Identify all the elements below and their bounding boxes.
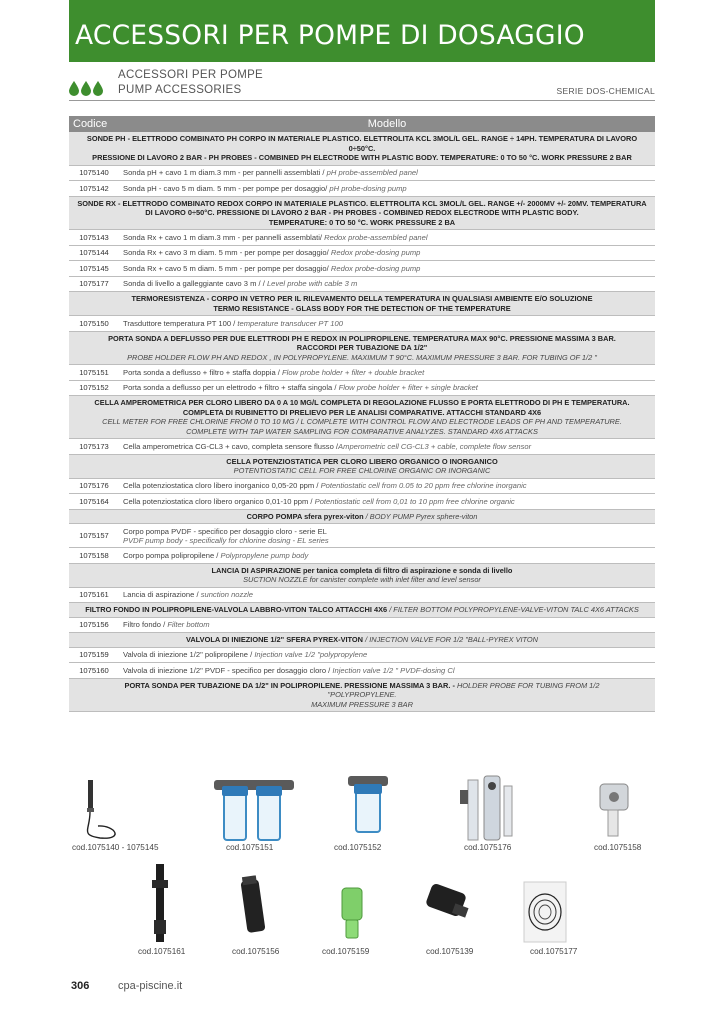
photo-caption: cod.1075151	[226, 843, 274, 852]
table-row	[69, 479, 655, 495]
potentiostatic-cell-photo	[460, 776, 512, 840]
table-row	[69, 588, 655, 604]
product-code: 1075143	[79, 232, 109, 242]
table-row	[69, 246, 655, 262]
header-divider	[69, 100, 655, 101]
section-text: TEMPERATURE: 0 TO 50 °C. WORK PRESSURE 2 BA	[268, 217, 456, 227]
section-text: / FILTER BOTTOM POLYPROPYLENE-VALVE-VITON TALC 4X6 ATTACKS	[387, 605, 639, 614]
subtitle-english: PUMP ACCESSORIES	[118, 84, 242, 96]
water-drops-icon	[69, 80, 103, 96]
level-probe-photo	[524, 882, 566, 942]
section-potentiostatic-cell	[69, 455, 655, 479]
section-text: PRESSIONE DI LAVORO 2 BAR - PH PROBES - COMBINED PH ELECTRODE WITH PLASTIC BODY. TEMPERATURE: 0 TO 50 °C. WORK PRESSURE 2 BAR	[92, 153, 632, 162]
photo-caption: cod.1075158	[594, 843, 642, 852]
injection-valve-photo	[342, 888, 362, 938]
table-row	[69, 230, 655, 246]
product-code: 1075145	[79, 263, 109, 273]
section-text: LANCIA DI ASPIRAZIONE per tanica completa di filtro di aspirazione e sonda di livello	[211, 565, 513, 575]
product-description: Filtro fondo / Filter bottom	[123, 620, 210, 630]
product-code: 1075150	[79, 318, 109, 328]
table-row	[69, 663, 655, 679]
product-description: Trasduttore temperatura PT 100 / temperature transducer PT 100	[123, 318, 343, 328]
section-probe-holder-tubing	[69, 679, 655, 713]
section-text: FILTRO FONDO IN POLIPROPILENE-VALVOLA LABBRO-VITON TALCO ATTACCHI 4X6	[85, 605, 388, 614]
section-text: SONDE PH - ELETTRODO COMBINATO PH CORPO IN MATERIALE PLASTICO. ELETTROLITA KCL 3MOL/L GEL. RANGE ÷ 14PH. TEMPERATURA DI LAVORO 0÷50°C.	[86, 134, 638, 153]
table-row	[69, 365, 655, 381]
product-code: 1075151	[79, 367, 109, 377]
product-code: 1075160	[79, 665, 109, 675]
product-description: Sonda pH + cavo 1 m diam.3 mm - per pannelli assemblati / pH probe-assembled panel	[123, 168, 418, 178]
product-description: Porta sonda a deflusso + filtro + staffa doppia / Flow probe holder + filter + double bracket	[123, 367, 425, 377]
section-injection-valve	[69, 633, 655, 648]
product-description: Sonda Rx + cavo 3 m diam. 5 mm - per pompe per dosaggio/ Redox probe-dosing pump	[123, 248, 421, 258]
table-header	[69, 116, 655, 132]
product-description: Sonda pH - cavo 5 m diam. 5 mm - per pompe per dosaggio/ pH probe-dosing pump	[123, 183, 407, 193]
section-thermo-resistance	[69, 292, 655, 316]
filter-bottom-photo	[240, 875, 265, 933]
product-code: 1075177	[79, 279, 109, 289]
product-code: 1075176	[79, 481, 109, 491]
table-row	[69, 439, 655, 455]
section-text: COMPLETA DI RUBINETTO DI PRELIEVO PER LE ANALISI COMPARATIVE. ATTACCHI STANDARD 4X6	[182, 407, 542, 417]
product-table	[69, 116, 655, 712]
subtitle-italian: ACCESSORI PER POMPE	[118, 69, 264, 81]
double-probe-holder-photo	[214, 780, 294, 840]
section-text: TERMO RESISTANCE - GLASS BODY FOR THE DETECTION OF THE TEMPERATURE	[213, 303, 511, 313]
product-description: Lancia di aspirazione / sunction nozzle	[123, 590, 254, 600]
photo-caption: cod.1075161	[138, 947, 186, 956]
table-row	[69, 181, 655, 197]
single-probe-holder-photo	[348, 776, 388, 832]
section-text: CELL METER FOR FREE CHLORINE FROM 0 TO 10 MG / L COMPLETE WITH CONTROL FLOW AND ELECTRODE LEADS OF PH AND TEMPERATURE.	[102, 417, 622, 426]
table-row	[69, 277, 655, 293]
table-row	[69, 618, 655, 634]
column-header-code: Codice	[73, 118, 108, 130]
product-code: 1075173	[79, 441, 109, 451]
product-description: Sonda Rx + cavo 5 m diam. 5 mm - per pompe per dosaggio/ Redox probe-dosing pump	[123, 263, 421, 273]
product-description: Sonda Rx + cavo 1 m diam.3 mm - per pannelli assemblati/ Redox probe-assembled panel	[123, 232, 428, 242]
table-row	[69, 494, 655, 510]
product-description: Cella amperometrica CG-CL3 + cavo, completa sensore flusso /Amperometric cell CG-CL3 + cable, complete flow sensor	[123, 441, 532, 451]
product-code: 1075144	[79, 248, 109, 258]
section-text: SUCTION NOZZLE for canister complete with inlet filter and level sensor	[243, 575, 481, 584]
series-label: SERIE DOS-CHEMICAL	[556, 86, 655, 96]
section-text: / BODY PUMP Pyrex sphere-viton	[363, 511, 478, 521]
photo-caption: cod.1075159	[322, 947, 370, 956]
photo-caption: cod.1075156	[232, 947, 280, 956]
product-description: Cella potenziostatica cloro libero inorganico 0,05-20 ppm / Potentiostatic cell from 0.05 to 20 ppm free chlorine inorganic	[123, 481, 527, 491]
section-text: MAXIMUM PRESSURE 3 BAR	[311, 699, 413, 709]
section-text: / INJECTION VALVE FOR 1/2 "BALL-PYREX VITON	[363, 635, 539, 644]
page-number: 306	[71, 980, 90, 992]
injection-valve-ptfe-photo	[425, 883, 469, 918]
product-description: Valvola di iniezione 1/2" PVDF - specifico per dosaggio cloro / Injection valve 1/2 " PVDF-dosing Cl	[123, 665, 455, 675]
section-amperometric-cell	[69, 396, 655, 439]
title-banner	[69, 0, 655, 62]
section-text: CORPO POMPA sfera pyrex-viton	[246, 511, 364, 521]
photo-caption: cod.1075140 - 1075145	[72, 843, 159, 852]
section-text: POTENTIOSTATIC CELL FOR FREE CHLORINE ORGANIC OR INORGANIC	[233, 466, 491, 475]
product-code: 1075152	[79, 383, 109, 393]
section-text: SONDE RX - ELETTRODO COMBINATO REDOX CORPO IN MATERIALE PLASTICO. ELETTROLITA KCL 3MOL/L GEL. RANGE +/- 2000MV +/- 20MV. TEMPERATURA DI LAVORO 0÷50°C. PRESSIONE DI LAVORO 2 BAR - PH PROBES - COMBINED REDOX ELECTRODE WITH PLASTIC BODY.	[77, 198, 647, 217]
product-description: Valvola di iniezione 1/2" polipropilene / Injection valve 1/2 "polypropylene	[123, 650, 368, 660]
website-link[interactable]: cpa-piscine.it	[118, 980, 183, 992]
product-code: 1075158	[79, 550, 109, 560]
section-text: HOLDER PROBE FOR TUBING FROM 1/2	[456, 680, 600, 690]
product-code: 1075140	[79, 168, 109, 178]
table-row	[69, 381, 655, 397]
product-code: 1075164	[79, 496, 109, 506]
section-text: "POLYPROPYLENE.	[327, 690, 397, 699]
section-text: CELLA POTENZIOSTATICA PER CLORO LIBERO ORGANICO O INORGANICO	[226, 456, 498, 466]
section-rx-probes	[69, 197, 655, 231]
section-text: CELLA AMPEROMETRICA PER CLORO LIBERO DA 0 A 10 MG/L COMPLETA DI REGOLAZIONE FLUSSO E PORTA ELETTRODO DI PH E TEMPERATURA.	[94, 398, 630, 407]
product-description: Cella potenziostatica cloro libero organico 0,01-10 ppm / Potentiostatic cell from 0,01 to 10 ppm free chlorine organic	[123, 496, 515, 506]
suction-nozzle-photo	[152, 864, 168, 942]
section-ph-probes	[69, 132, 655, 166]
product-description: Porta sonda a deflusso per un elettrodo + filtro + staffa singola / Flow probe holder + filter + single bracket	[123, 383, 478, 393]
product-code: 1075159	[79, 650, 109, 660]
table-row	[69, 548, 655, 564]
table-row	[69, 166, 655, 182]
product-description: Corpo pompa polipropilene / Polypropylene pump body	[123, 550, 309, 560]
photo-caption: cod.1075176	[464, 843, 512, 852]
photo-caption: cod.1075152	[334, 843, 382, 852]
table-row	[69, 524, 655, 548]
section-text: PROBE HOLDER FLOW PH AND REDOX , IN POLYPROPYLENE. MAXIMUM T 90°C. MAXIMUM PRESSURE 3 BAR. FOR TUBING OF 1/2 "	[127, 352, 597, 362]
column-header-model: Modello	[367, 118, 407, 130]
section-text: PORTA SONDA A DEFLUSSO PER DUE ELETTRODI PH E REDOX IN POLIPROPILENE. TEMPERATURA MAX 90°C. PRESSIONE MASSIMA 3 BAR.	[108, 333, 616, 343]
product-code: 1075142	[79, 183, 109, 193]
product-code: 1075156	[79, 620, 109, 630]
photo-caption: cod.1075177	[530, 947, 578, 956]
section-text: VALVOLA DI INIEZIONE 1/2" SFERA PYREX-VITON	[185, 635, 364, 644]
pump-body-photo	[600, 784, 628, 836]
section-text: TERMORESISTENZA - CORPO IN VETRO PER IL RILEVAMENTO DELLA TEMPERATURA IN QUALSIASI AMBIENTE E/O SOLUZIONE	[131, 294, 593, 303]
table-row	[69, 648, 655, 664]
section-suction-nozzle	[69, 564, 655, 588]
product-code: 1075161	[79, 590, 109, 600]
section-text: PORTA SONDA PER TUBAZIONE DA 1/2" IN POLIPROPILENE. PRESSIONE MASSIMA 3 BAR. -	[124, 680, 457, 690]
page-title: ACCESSORI PER POMPE DI DOSAGGIO	[75, 20, 585, 51]
product-code: 1075157	[79, 531, 109, 540]
ph-probe-photo	[87, 780, 115, 838]
photo-caption: cod.1075139	[426, 947, 474, 956]
section-text: COMPLETE WITH TAP WATER SAMPLING FOR COMPARATIVE ANALYZES. STANDARD 4X6 ATTACKS	[186, 426, 538, 436]
section-text: RACCORDI PER TUBAZIONE DA 1/2"	[296, 343, 428, 352]
product-description: Sonda di livello a galleggiante cavo 3 m / / Level probe with cable 3 m	[123, 279, 358, 289]
section-filter-bottom	[69, 603, 655, 618]
product-description: Corpo pompa PVDF - specifico per dosaggio cloro - serie EL PVDF pump body - specifically for chlorine dosing - EL series	[123, 526, 329, 545]
section-flow-probe-holder	[69, 332, 655, 366]
section-pump-body	[69, 510, 655, 525]
table-row	[69, 261, 655, 277]
table-row	[69, 316, 655, 332]
